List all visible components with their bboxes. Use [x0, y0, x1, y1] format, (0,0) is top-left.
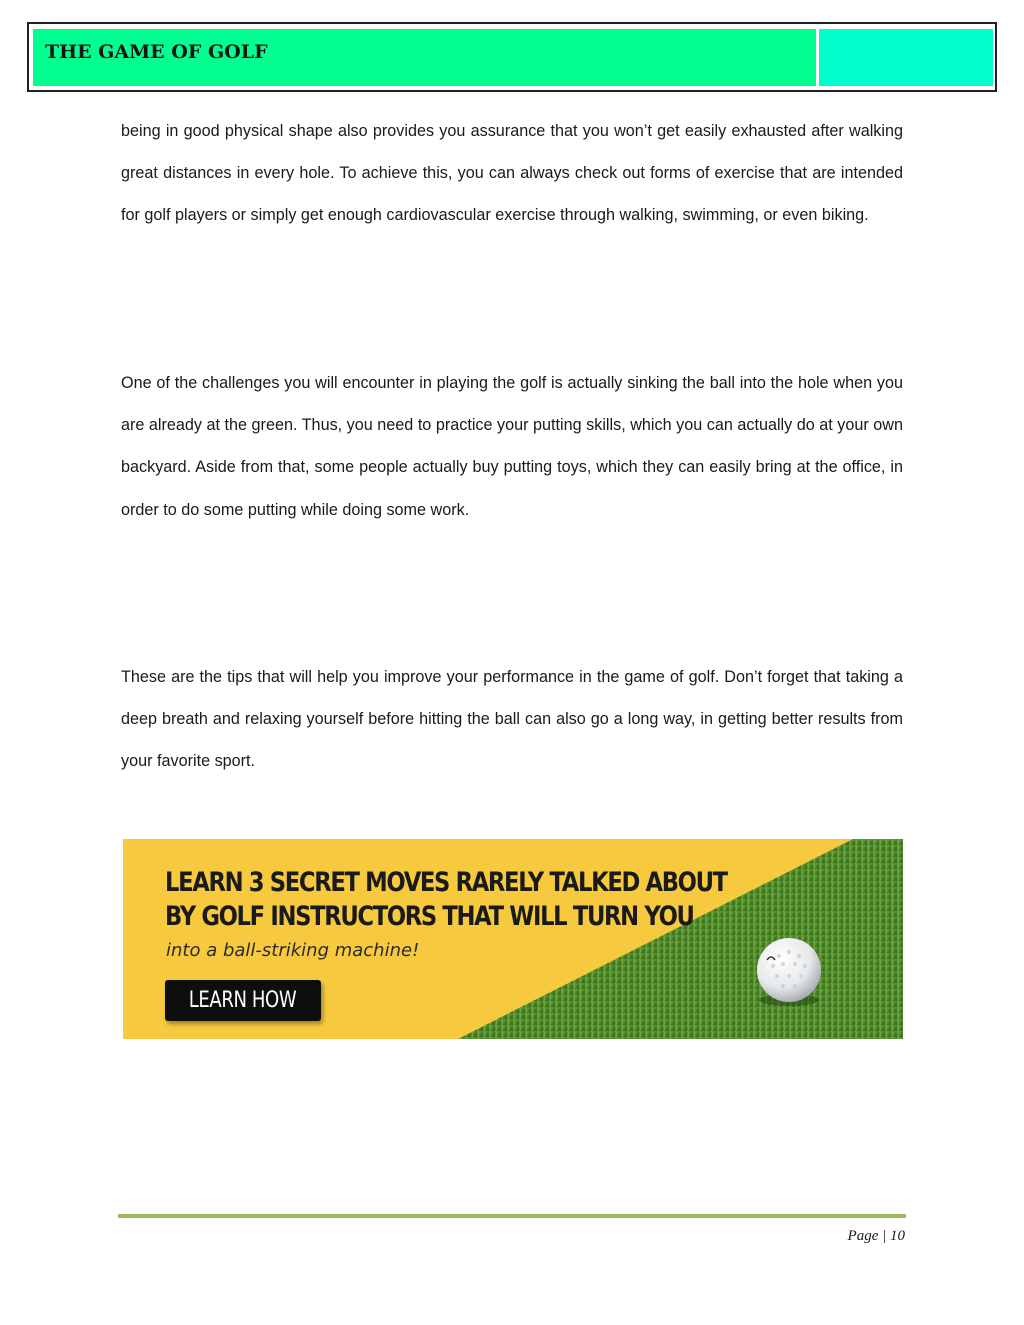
header-accent-block — [819, 29, 993, 86]
body-paragraph: These are the tips that will help you improve your performance in the game of golf. Don’t forget that taking a deep breath and relaxing yourself before hitting the ball can also go a long way, in getting better results from your favorite sport. — [121, 668, 903, 771]
body-paragraph: being in good physical shape also provides you assurance that you won’t get easily exhausted after walking great distances in every hole. To achieve this, you can always check out forms of exercise that are intended for golf players or simply get enough cardiovascular exercise through walking, swimming, or even biking. — [121, 122, 903, 225]
golf-ball-icon — [749, 930, 829, 1010]
page-title: THE GAME OF GOLF — [45, 41, 268, 63]
body-paragraph: One of the challenges you will encounter in playing the golf is actually sinking the ball into the hole when you are already at the green. Thus, you need to practice your putting skills, which you can actually do at your own backyard. Aside from that, some people actually buy putting toys, which they can easily bring at the office, in order to do some putting while doing some work. — [121, 374, 903, 519]
header-title-block — [33, 29, 816, 86]
banner-headline-line-1: LEARN 3 SECRET MOVES RARELY TALKED ABOUT — [165, 867, 727, 898]
banner-headline-line-2: BY GOLF INSTRUCTORS THAT WILL TURN YOU — [165, 901, 694, 932]
footer-divider — [118, 1214, 906, 1218]
header-bar — [27, 22, 997, 92]
promo-banner[interactable] — [123, 839, 903, 1039]
page-number: Page | 10 — [847, 1228, 905, 1244]
learn-how-button[interactable] — [165, 980, 321, 1021]
learn-how-button-label: LEARN HOW — [189, 988, 297, 1013]
banner-subline: into a ball-striking machine! — [166, 940, 420, 961]
